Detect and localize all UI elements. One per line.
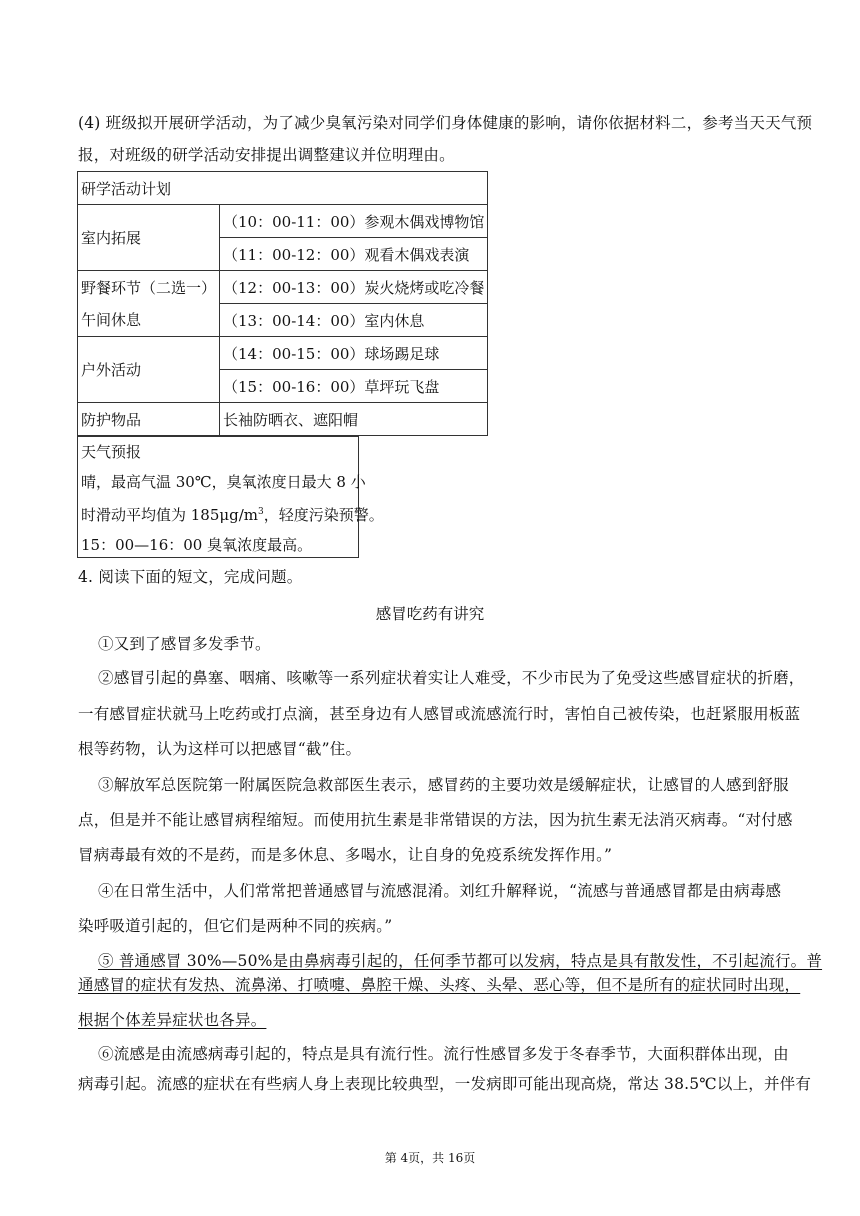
table-cell-activity: （11：00-12：00）观看木偶戏表演 [220, 238, 488, 271]
underlined-line: ⑤ 普通感冒 30%—50%是由鼻病毒引起的，任何季节都可以发病，特点是具有散发性，不引起流行。普 [98, 952, 823, 970]
table-cell-category: 户外活动 [78, 337, 220, 403]
category-line: 午间休息 [81, 310, 142, 329]
paragraph-line: 染呼吸道引起的，但它们是两种不同的疾病。” [78, 917, 393, 935]
table-cell-activity: （12：00-13：00）炭火烧烤或吃冷餐 [220, 271, 488, 304]
table-row [78, 403, 488, 436]
table-row [78, 205, 488, 238]
weather-title: 天气预报 [81, 443, 142, 461]
paragraph-line: ①又到了感冒多发季节。 [98, 635, 271, 653]
study-plan-table [77, 171, 488, 436]
table-cell-activity: （15：00-16：00）草坪玩飞盘 [220, 370, 488, 403]
table-cell-activity: 长袖防晒衣、遮阳帽 [220, 403, 488, 436]
table-cell-category [78, 271, 220, 337]
table-cell-category: 室内拓展 [78, 205, 220, 271]
table-cell-activity: （10：00-11：00）参观木偶戏博物馆 [220, 205, 488, 238]
paragraph-line: ③解放军总医院第一附属医院急救部医生表示，感冒药的主要功效是缓解症状，让感冒的人感到舒服 [98, 776, 789, 794]
question-4-line-2: 报，对班级的研学活动安排提出调整建议并位明理由。 [78, 146, 455, 164]
weather-text: ，轻度污染预警。 [263, 506, 384, 524]
underlined-line: 通感冒的症状有发热、流鼻涕、打喷嚏、鼻腔干燥、头疼、头晕、恶心等，但不是所有的症状同时出现， [78, 976, 801, 994]
table-row [78, 271, 488, 304]
paragraph-line: 一有感冒症状就马上吃药或打点滴，甚至身边有人感冒或流感流行时，害怕自己被传染，也赶紧服用板蓝 [78, 705, 801, 723]
paragraph-line: 根等药物，认为这样可以把感冒“截”住。 [78, 740, 362, 758]
weather-line: 15：00—16：00 臭氧浓度最高。 [81, 536, 313, 554]
paragraph-line: ②感冒引起的鼻塞、咽痛、咳嗽等一系列症状着实让人难受，不少市民为了免受这些感冒症状的折磨， [98, 669, 805, 687]
paragraph-line: 病毒引起。流感的症状在有些病人身上表现比较典型，一发病即可能出现高烧，常达 38.5℃以上，并伴有 [78, 1075, 812, 1093]
table-cell-activity: （14：00-15：00）球场踢足球 [220, 337, 488, 370]
table-row [78, 172, 488, 205]
table-cell-activity: （13：00-14：00）室内休息 [220, 304, 488, 337]
table-row [78, 337, 488, 370]
weather-text: 时滑动平均值为 185μg/m [81, 506, 259, 524]
paragraph-line: ⑥流感是由流感病毒引起的，特点是具有流行性。流行性感冒多发于冬春季节，大面积群体出现，由 [98, 1045, 789, 1063]
section-4-heading: 4. 阅读下面的短文，完成问题。 [78, 568, 303, 586]
table-header: 研学活动计划 [78, 172, 488, 205]
weather-forecast-box [77, 436, 384, 558]
page-footer: 第 4页，共 16页 [384, 1151, 476, 1165]
question-4-line-1: (4) 班级拟开展研学活动，为了减少臭氧污染对同学们身体健康的影响，请你依据材料二，参考当天天气预 [78, 114, 813, 132]
paragraph-line: ④在日常生活中，人们常常把普通感冒与流感混淆。刘红升解释说，“流感与普通感冒都是由病毒感 [98, 882, 782, 900]
category-line: 野餐环节（二选一） [81, 278, 217, 297]
paragraph-line: 冒病毒最有效的不是药，而是多休息、多喝水，让自身的免疫系统发挥作用。” [78, 846, 613, 864]
underlined-line: 根据个体差异症状也各异。 [78, 1011, 267, 1029]
paragraph-line: 点，但是并不能让感冒病程缩短。而使用抗生素是非常错误的方法，因为抗生素无法消灭病毒。“对付感 [78, 811, 793, 829]
table-cell-category: 防护物品 [78, 403, 220, 436]
unit-superscript: 3 [258, 507, 264, 517]
weather-line: 晴，最高气温 30℃，臭氧浓度日最大 8 小 [81, 473, 366, 491]
weather-line [81, 497, 384, 530]
article-title: 感冒吃药有讲究 [375, 605, 485, 623]
